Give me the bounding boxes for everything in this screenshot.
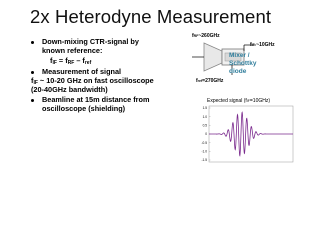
mixer-label-line-3: diode: [229, 68, 247, 75]
bullet-2-line-2: $f_{IF}$ ~ 10-20 GHz on fast oscilloscope: [31, 76, 154, 86]
bullet-2-line-3: (20-40GHz bandwidth): [31, 85, 108, 94]
mixer-label-line-2: Schottky: [229, 60, 257, 67]
y-tick-label: 0.5: [202, 123, 207, 128]
bullet-dot: [31, 71, 34, 74]
slide-title: 2x Heterodyne Measurement: [30, 6, 272, 27]
y-tick-label: 1.0: [202, 114, 207, 119]
horn-antenna: [204, 43, 222, 71]
mixer-label: [229, 52, 256, 76]
bullet-dot: [31, 99, 34, 102]
bullet-1-line-1: Down-mixing CTR-signal by: [42, 37, 139, 46]
bullet-3-line-1: Beamline at 15m distance from: [42, 95, 150, 104]
y-tick-label: -1.5: [201, 158, 207, 163]
y-tick-label: 1.5: [202, 106, 207, 111]
y-tick-label: -0.5: [201, 140, 207, 145]
fref-label: fref=270GHz: [196, 78, 224, 84]
bullet-3-line-2: oscilloscope (shielding): [42, 104, 126, 113]
expected-signal-plot: [197, 104, 297, 166]
mixing-formula: $f_{IF} = f_{RF} - f_{ref}$: [50, 56, 92, 66]
y-tick-label: -1.0: [201, 149, 207, 154]
mixer-label-line-1: Mixer /: [229, 52, 250, 59]
bullet-dot: [31, 41, 34, 44]
plot-title: Expected signal (fIF=10GHz): [207, 98, 271, 104]
bullet-2-line-1: Measurement of signal: [42, 67, 122, 76]
bullet-1-line-2: known reference:: [42, 46, 103, 55]
y-tick-label: 0: [205, 132, 207, 137]
fif-label: fIF ~10GHz: [250, 42, 275, 48]
frf-label: fRF~260GHz: [192, 33, 220, 39]
